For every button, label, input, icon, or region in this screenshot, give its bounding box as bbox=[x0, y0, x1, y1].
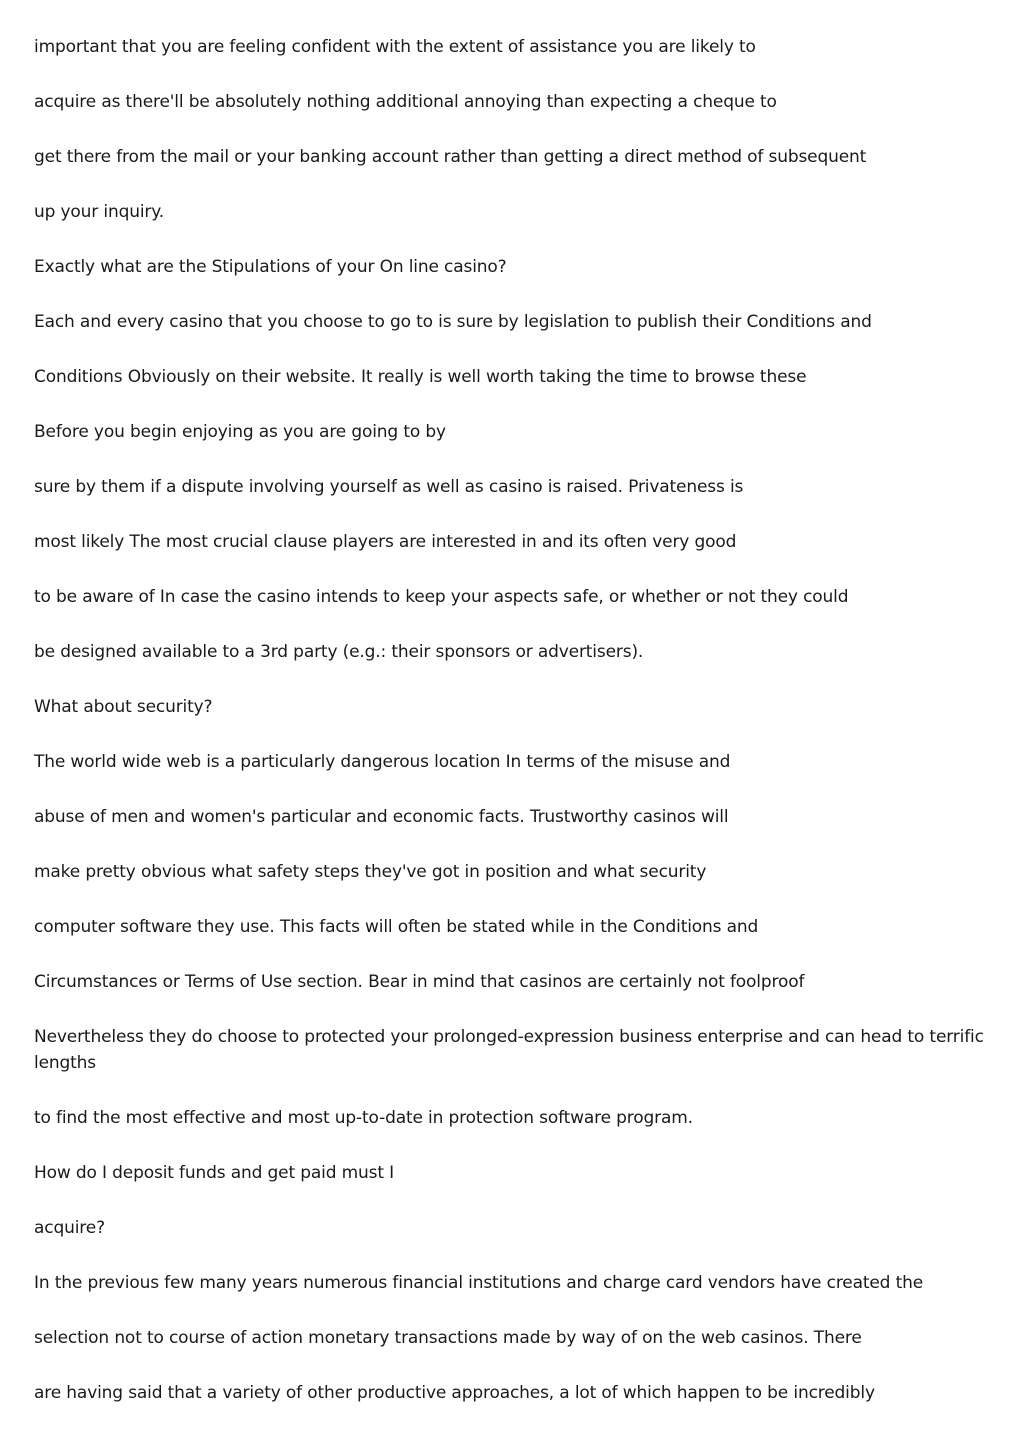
paragraph: Circumstances or Terms of Use section. Bear in mind that casinos are certainly not foolproof bbox=[34, 972, 805, 992]
paragraph: to be aware of In case the casino intends to keep your aspects safe, or whether or not they could bbox=[34, 587, 849, 607]
section-heading: How do I deposit funds and get paid must I bbox=[34, 1163, 394, 1183]
paragraph: The world wide web is a particularly dangerous location In terms of the misuse and bbox=[34, 752, 731, 772]
paragraph: Before you begin enjoying as you are going to by bbox=[34, 422, 446, 442]
paragraph: most likely The most crucial clause players are interested in and its often very good bbox=[34, 532, 737, 552]
paragraph: be designed available to a 3rd party (e.g.: their sponsors or advertisers). bbox=[34, 642, 644, 662]
section-heading: acquire? bbox=[34, 1218, 105, 1238]
section-heading: Exactly what are the Stipulations of your On line casino? bbox=[34, 257, 507, 277]
paragraph: acquire as there'll be absolutely nothing additional annoying than expecting a cheque to bbox=[34, 92, 777, 112]
paragraph: selection not to course of action monetary transactions made by way of on the web casinos. There bbox=[34, 1328, 862, 1348]
paragraph: important that you are feeling confident with the extent of assistance you are likely to bbox=[34, 37, 756, 57]
paragraph: Nevertheless they do choose to protected your prolonged-expression business enterprise and can head to terrific lengths bbox=[34, 1027, 984, 1073]
section-heading: What about security? bbox=[34, 697, 213, 717]
paragraph: Conditions Obviously on their website. It really is well worth taking the time to browse these bbox=[34, 367, 807, 387]
paragraph: get there from the mail or your banking account rather than getting a direct method of subsequent bbox=[34, 147, 867, 167]
paragraph: are having said that a variety of other productive approaches, a lot of which happen to be incredibly bbox=[34, 1383, 875, 1403]
paragraph: sure by them if a dispute involving yourself as well as casino is raised. Privateness is bbox=[34, 477, 744, 497]
paragraph: computer software they use. This facts will often be stated while in the Conditions and bbox=[34, 917, 759, 937]
paragraph: make pretty obvious what safety steps they've got in position and what security bbox=[34, 862, 707, 882]
document-body bbox=[34, 34, 994, 1435]
paragraph: Each and every casino that you choose to go to is sure by legislation to publish their Conditions and bbox=[34, 312, 872, 332]
paragraph: abuse of men and women's particular and economic facts. Trustworthy casinos will bbox=[34, 807, 729, 827]
paragraph: to find the most effective and most up-to-date in protection software program. bbox=[34, 1108, 693, 1128]
paragraph: up your inquiry. bbox=[34, 202, 165, 222]
paragraph: In the previous few many years numerous financial institutions and charge card vendors have created the bbox=[34, 1273, 924, 1293]
